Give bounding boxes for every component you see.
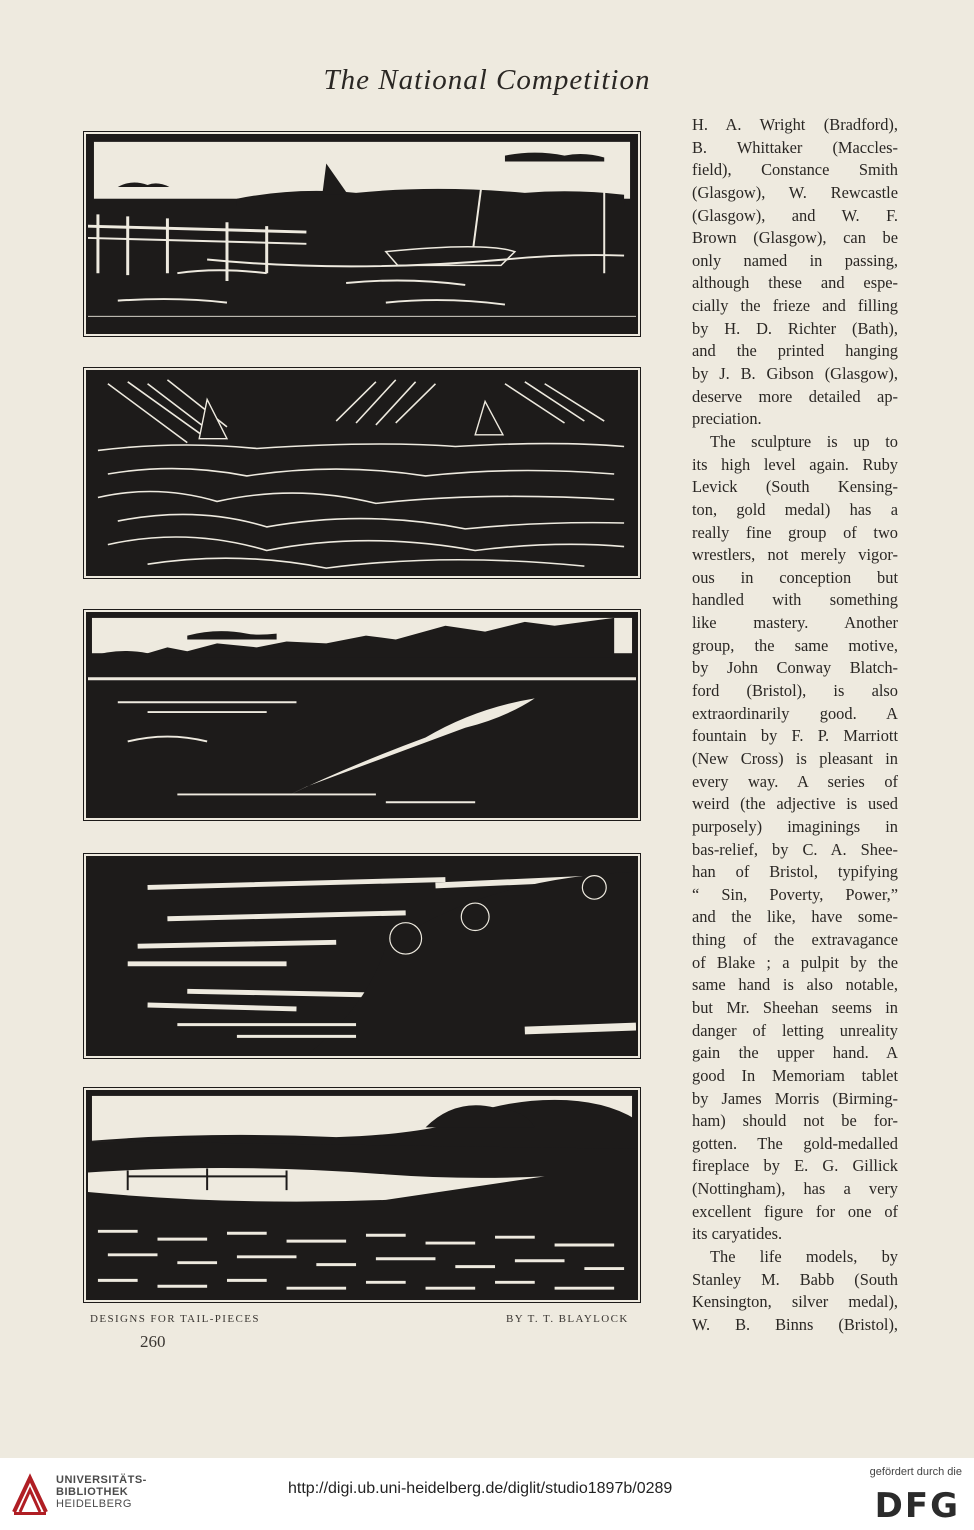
text-line: Levick (South Kensing- <box>692 477 898 497</box>
text-line: preciation. <box>692 409 762 429</box>
institution-line: HEIDELBERG <box>56 1498 132 1510</box>
text-line: W. B. Binns (Bristol), <box>692 1314 898 1334</box>
text-line: (Nottingham), has a very <box>692 1179 898 1199</box>
dfg-logo-icon: DFG <box>874 1486 960 1526</box>
text-line: han of Bristol, typifying <box>692 862 898 882</box>
harbour-boats-artwork <box>88 136 636 332</box>
text-column <box>692 114 898 1337</box>
institution-line: UNIVERSITÄTS- <box>56 1474 147 1486</box>
text-line: ham) should not be for- <box>692 1111 898 1131</box>
text-line: its high level again. Ruby <box>692 454 898 474</box>
text-line: and the like, have some- <box>692 907 898 927</box>
plate-pond-trees <box>86 1090 638 1300</box>
text-line: same hand is also notable, <box>692 975 898 995</box>
text-line: “ Sin, Poverty, Power,” <box>692 884 898 904</box>
page-number: 260 <box>140 1332 166 1351</box>
wooded-shore-artwork <box>88 858 636 1054</box>
text-line: by James Morris (Birming- <box>692 1088 898 1108</box>
text-line: ous in conception but <box>692 567 898 587</box>
institution-line: BIBLIOTHEK <box>56 1486 129 1498</box>
text-line: danger of letting unreality <box>692 1020 898 1040</box>
text-line: by John Conway Blatch- <box>692 658 898 678</box>
text-line: gotten. The gold-medalled <box>692 1133 898 1153</box>
text-line: by H. D. Richter (Bath), <box>692 318 898 338</box>
text-line: extraordinarily good. A <box>692 703 898 723</box>
caption-artist: BY T. T. BLAYLOCK <box>506 1313 629 1325</box>
text-line: The sculpture is up to <box>710 431 898 451</box>
text-line: wrestlers, not merely vigor- <box>692 545 898 565</box>
funding-note: gefördert durch die <box>869 1466 962 1478</box>
text-line: weird (the adjective is used <box>692 794 898 814</box>
text-line: thing of the extravagance <box>692 930 898 950</box>
plate-wooded-shore <box>86 856 638 1056</box>
text-line: Brown (Glasgow), can be <box>692 228 898 248</box>
text-line: B. Whittaker (Maccles- <box>692 137 898 157</box>
plate-stormy-sea <box>86 370 638 576</box>
text-line: handled with something <box>692 590 898 610</box>
text-line: fireplace by E. G. Gillick <box>692 1156 898 1176</box>
text-line: ford (Bristol), is also <box>692 681 898 701</box>
text-line: (New Cross) is pleasant in <box>692 748 898 768</box>
plate-harbour-boats <box>86 134 638 334</box>
plate-town-river <box>86 612 638 818</box>
text-line: Kensington, silver medal), <box>692 1292 898 1312</box>
text-line: every way. A series of <box>692 771 898 791</box>
text-line: group, the same motive, <box>692 635 898 655</box>
text-line: (Glasgow), and W. F. <box>692 205 898 225</box>
text-line: really fine group of two <box>692 522 898 542</box>
text-line: gain the upper hand. A <box>692 1043 898 1063</box>
text-line: by J. B. Gibson (Glasgow), <box>692 364 898 384</box>
text-line: field), Constance Smith <box>692 160 898 180</box>
text-line: and the printed hanging <box>692 341 898 361</box>
digitization-footer <box>0 1458 974 1530</box>
text-line: although these and espe- <box>692 273 898 293</box>
text-line: H. A. Wright (Bradford), <box>692 115 898 134</box>
text-line: (Glasgow), W. Rewcastle <box>692 182 898 202</box>
text-line: fountain by F. P. Marriott <box>692 726 898 746</box>
text-line: like mastery. Another <box>692 613 898 633</box>
text-line: Stanley M. Babb (South <box>692 1269 898 1289</box>
university-library-logo-icon <box>10 1472 50 1518</box>
caption-title: DESIGNS FOR TAIL-PIECES <box>90 1313 260 1325</box>
text-line: only named in passing, <box>692 250 898 270</box>
town-river-artwork <box>88 614 636 816</box>
text-line: but Mr. Sheehan seems in <box>692 997 898 1017</box>
text-line: bas-relief, by C. A. Shee- <box>692 839 898 859</box>
text-line: The life models, by <box>710 1247 898 1267</box>
text-line: its caryatides. <box>692 1224 783 1244</box>
permalink-url[interactable]: http://digi.ub.uni-heidelberg.de/diglit/studio1897b/0289 <box>288 1480 673 1497</box>
text-line: purposely) imaginings in <box>692 816 898 836</box>
stormy-sea-artwork <box>88 372 636 574</box>
text-line: excellent figure for one of <box>692 1201 898 1221</box>
running-head: The National Competition <box>323 64 651 96</box>
pond-trees-artwork <box>88 1092 636 1298</box>
text-line: of Blake ; a pulpit by the <box>692 952 898 972</box>
text-line: deserve more detailed ap- <box>692 386 898 406</box>
university-library-name <box>56 1474 147 1510</box>
text-line: good In Memoriam tablet <box>692 1065 898 1085</box>
text-line: ton, gold medal) has a <box>692 499 898 519</box>
text-line: cially the frieze and filling <box>692 296 898 316</box>
